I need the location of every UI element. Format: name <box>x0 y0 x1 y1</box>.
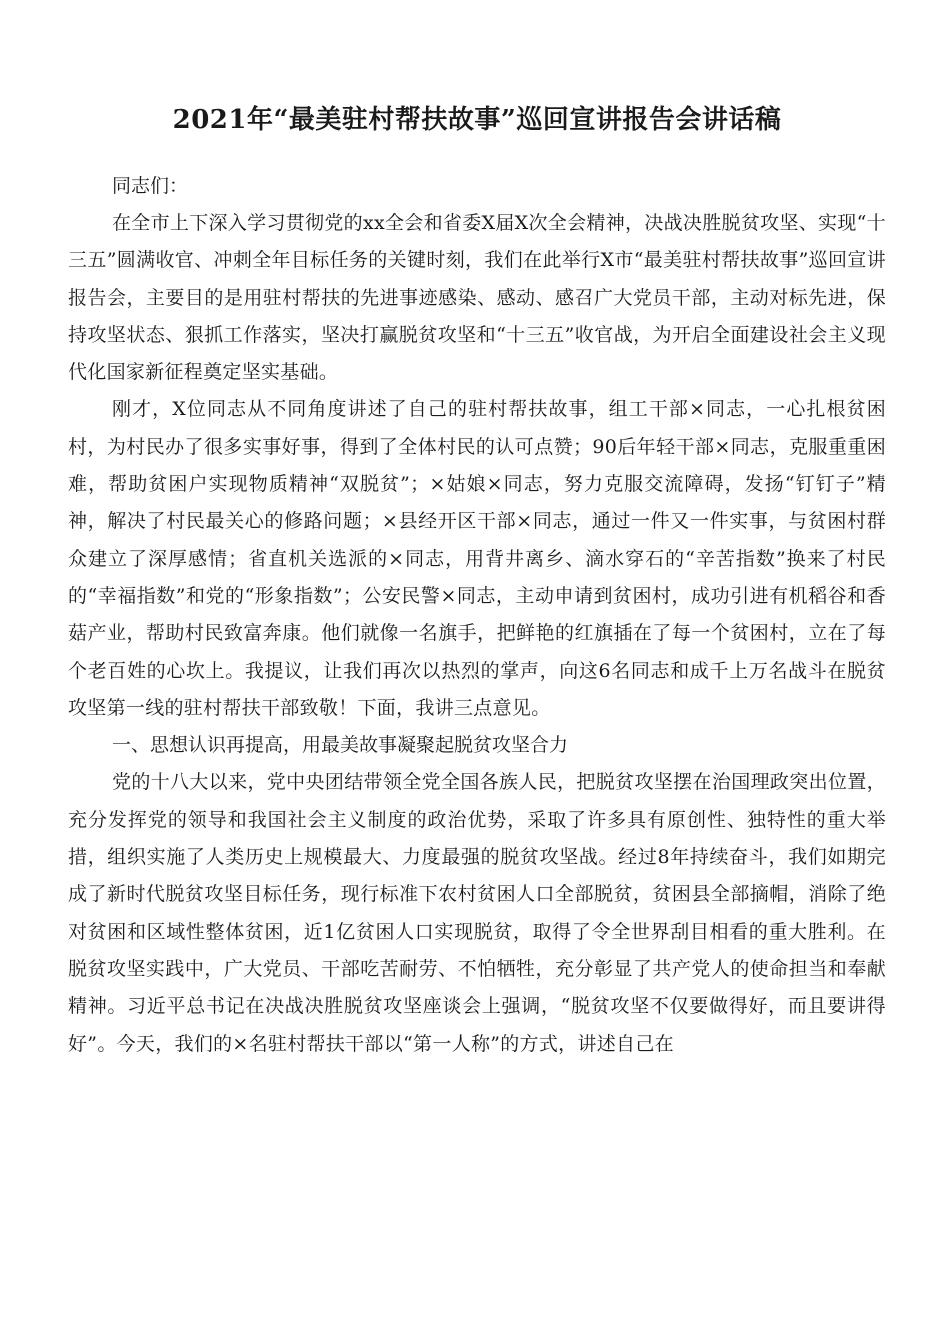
paragraph-stories: 刚才，X位同志从不同角度讲述了自己的驻村帮扶故事，组工干部×同志，一心扎根贫困村，为村民办了很多实事好事，得到了全体村民的认可点赞；90后年轻干部×同志，克服重重困难，帮助贫困户实现物质精神“双脱贫”；×姑娘×同志，努力克服交流障碍，发扬“钉钉子”精神，解决了村民最关心的修路问题；×县经开区干部×同志，通过一件又一件实事，与贫困村群众建立了深厚感情；省直机关选派的×同志，用背井离乡、滴水穿石的“辛苦指数”换来了村民的“幸福指数”和党的“形象指数”；公安民警×同志，主动申请到贫困村，成功引进有机稻谷和香菇产业，帮助村民致富奔康。他们就像一名旗手，把鲜艳的红旗插在了每一个贫困村，立在了每个老百姓的心坎上。我提议，让我们再次以热烈的掌声，向这6名同志和成千上万名战斗在脱贫攻坚第一线的驻村帮扶干部致敬！下面，我讲三点意见。 <box>68 398 886 719</box>
document-title: 2021年“最美驻村帮扶故事”巡回宣讲报告会讲话稿 <box>172 105 782 135</box>
salutation: 同志们： <box>112 175 189 197</box>
paragraph-opening: 在全市上下深入学习贯彻党的xx全会和省委X届X次全会精神，决战决胜脱贫攻坚、实现“十三五”圆满收官、冲刺全年目标任务的关键时刻，我们在此举行X市“最美驻村帮扶故事”巡回宣讲报告会，主要目的是用驻村帮扶的先进事迹感染、感动、感召广大党员干部，主动对标先进，保持攻坚状态、狠抓工作落实，坚决打赢脱贫攻坚和“十三五”收官战，为开启全面建设社会主义现代化国家新征程奠定坚实基础。 <box>68 212 886 384</box>
section-heading: 一、思想认识再提高，用最美故事凝聚起脱贫攻坚合力 <box>112 734 569 757</box>
document-page <box>68 0 886 1063</box>
section-paragraph: 党的十八大以来，党中央团结带领全党全国各族人民，把脱贫攻坚摆在治国理政突出位置，充分发挥党的领导和我国社会主义制度的政治优势，采取了许多具有原创性、独特性的重大举措，组织实施了人类历史上规模最大、力度最强的脱贫攻坚战。经过8年持续奋斗，我们如期完成了新时代脱贫攻坚目标任务，现行标准下农村贫困人口全部脱贫，贫困县全部摘帽，消除了绝对贫困和区域性整体贫困，近1亿贫困人口实现脱贫，取得了令全世界刮目相看的重大胜利。在脱贫攻坚实践中，广大党员、干部吃苦耐劳、不怕牺牲，充分彰显了共产党人的使命担当和奉献精神。习近平总书记在决战决胜脱贫攻坚座谈会上强调，“脱贫攻坚不仅要做得好，而且要讲得好”。今天，我们的×名驻村帮扶干部以“第一人称”的方式，讲述自己在 <box>68 771 886 1055</box>
